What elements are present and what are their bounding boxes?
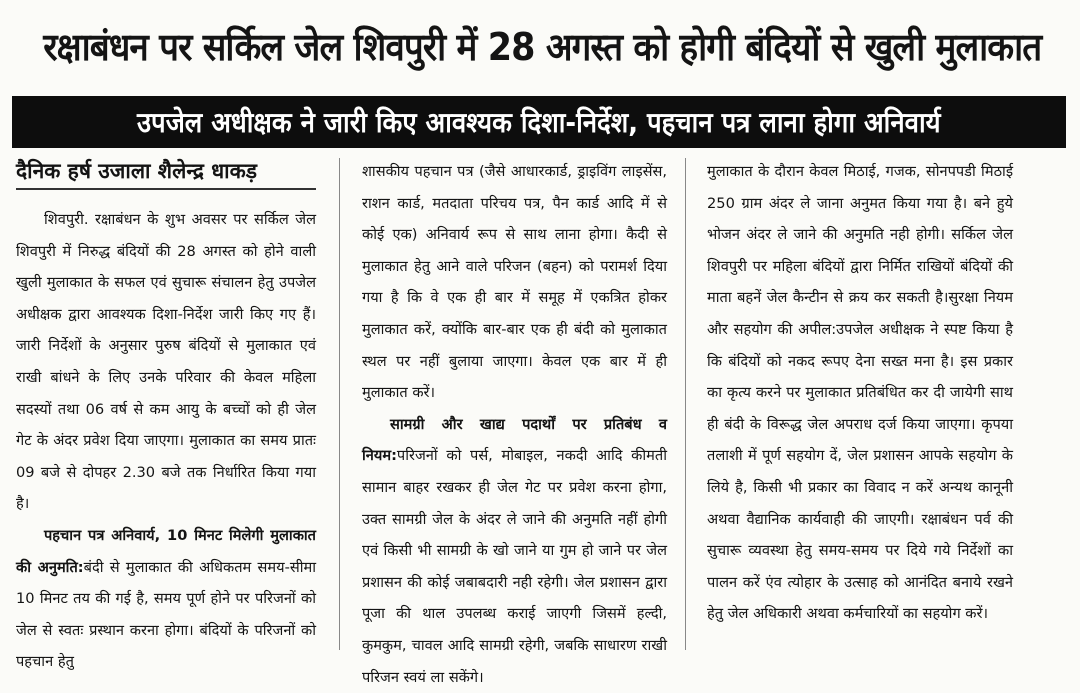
paragraph: शिवपुरी. रक्षाबंधन के शुभ अवसर पर सर्किल जेल शिवपुरी में निरुद्ध बंदियों की 28 अगस्त को होने वाली खुली मुलाकात के सफल एवं सुचारू संचालन हेतु उपजेल अधीक्षक द्वारा आवश्यक दिशा-निर्देश जारी किए गए हैं। जारी निर्देशों के अनुसार पुरुष बंदियों से मुलाकात एवं राखी बांधने के लिए उनके परिवार की केवल महिला सदस्यों तथा 06 वर्ष से कम आयु के बच्चों को ही जेल गेट के अंदर प्रवेश दिया जाएगा। मुलाकात का समय प्रातः 09 बजे से दोपहर 2.30 बजे तक निर्धारित किया गया है। <box>16 211 316 513</box>
paragraph: शासकीय पहचान पत्र (जैसे आधारकार्ड, ड्राइविंग लाइसेंस, राशन कार्ड, मतदाता परिचय पत्र, पैन कार्ड आदि में से कोई एक) अनिवार्य रूप से साथ लाना होगा। कैदी से मुलाकात हेतु आने वाले परिजन (बहन) को परामर्श दिया गया है कि वे एक ही बार में समूह में एकत्रित होकर मुलाकात करें, क्योंकि बार-बार एक ही बंदी को मुलाकात स्थल पर नहीं बुलाया जाएगा। केवल एक बार में ही मुलाकात करें। <box>362 163 667 402</box>
article-column-2 <box>362 156 667 693</box>
column-divider <box>685 158 686 650</box>
headline: रक्षाबंधन पर सर्किल जेल शिवपुरी में 28 अगस्त को होगी बंदियों से खुली मुलाकात <box>43 25 1042 69</box>
paragraph <box>362 409 667 693</box>
paragraph-body: परिजनों को पर्स, मोबाइल, नकदी आदि कीमती सामान बाहर रखकर ही जेल गेट पर प्रवेश करना होगा, उक्त सामग्री जेल के अंदर ले जाने की अनुमति नहीं होगी एवं किसी भी सामग्री के खो जाने या गुम हो जाने पर जेल प्रशासन की कोई जबाबदारी नही रहेगी। जेल प्रशासन द्वारा पूजा की थाल उपलब्ध कराई जाएगी जिसमें हल्दी, कुमकुम, चावल आदि सामग्री रहेगी, जबकि साधारण राखी परिजन स्वयं ला सकेंगे। <box>362 447 667 686</box>
paragraph <box>16 520 316 678</box>
paragraph: मुलाकात के दौरान केवल मिठाई, गजक, सोनपपडी मिठाई 250 ग्राम अंदर ले जाना अनुमत किया गया है। बने हुये भोजन अंदर ले जाने की अनुमति नही होगी। सर्किल जेल शिवपुरी पर महिला बंदियों द्वारा निर्मित राखियों बंदियों की माता बहनें जेल कैन्टीन से क्रय कर सकती है।सुरक्षा नियम और सहयोग की अपील:उपजेल अधीक्षक ने स्पष्ट किया है कि बंदियों को नकद रूपए देना सख्त मना है। इस प्रकार का कृत्य करने पर मुलाकात प्रतिबंधित कर दी जायेगी साथ ही बंदी के विरूद्ध जेल अपराध दर्ज किया जाएगा। कृपया तलाशी में पूर्ण सहयोग दें, जेल प्रशासन आपके सहयोग के लिये है, किसी भी प्रकार का विवाद न करें अन्यथ कानूनी अथवा वैद्यानिक कार्यवाही की जाएगी। रक्षाबंधन पर्व की सुचारू व्यवस्था हेतु समय-समय पर दिये गये निर्देशों का पालन करें एंव त्योहार के उत्साह को आनंदित बनाये रखने हेतु जेल अधिकारी अथवा कर्मचारियों का सहयोग करें। <box>707 163 1013 623</box>
article-column-1 <box>16 156 316 678</box>
subheadline-bar <box>12 96 1066 148</box>
subheading: पहचान पत्र अनिवार्य, 10 मिनट मिलेगी मुलाकात की अनुमति: <box>16 526 316 576</box>
subheading: सामग्री और खाद्य पदार्थों पर प्रतिबंध व नियम: <box>362 415 667 465</box>
subheadline: उपजेल अधीक्षक ने जारी किए आवश्यक दिशा-निर्देश, पहचान पत्र लाना होगा अनिवार्य <box>137 106 941 139</box>
column-divider <box>339 158 340 650</box>
paragraph-body: बंदी से मुलाकात की अधिकतम समय-सीमा 10 मिनट तय की गई है, समय पूर्ण होने पर परिजनों को जेल से स्वतः प्रस्थान करना होगा। बंदियों के परिजनों को पहचान हेतु <box>16 558 316 671</box>
article-column-3 <box>707 156 1013 630</box>
byline: दैनिक हर्ष उजाला शैलेन्द्र धाकड़ <box>16 156 316 190</box>
